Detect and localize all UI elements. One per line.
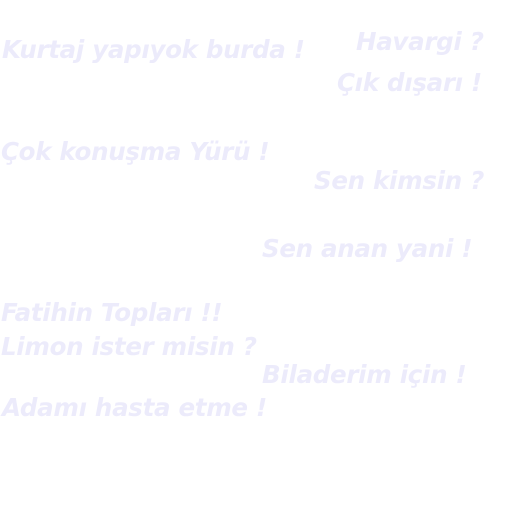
phrase-sen-anan-yani: Sen anan yani ! xyxy=(262,234,473,263)
phrase-cok-konusma: Çok konuşma Yürü ! xyxy=(1,137,270,166)
phrase-fatihin-toplari: Fatihin Topları !! xyxy=(1,298,223,327)
phrase-adami-hasta: Adamı hasta etme ! xyxy=(2,393,267,422)
phrase-limon: Limon ister misin ? xyxy=(1,332,257,361)
phrase-cik-disari: Çık dışarı ! xyxy=(337,68,482,97)
phrase-biladerim: Biladerim için ! xyxy=(262,360,467,389)
phrase-havargi: Havargi ? xyxy=(356,27,484,56)
phrase-sen-kimsin: Sen kimsin ? xyxy=(314,166,485,195)
phrase-kurtaj: Kurtaj yapıyok burda ! xyxy=(2,35,305,64)
